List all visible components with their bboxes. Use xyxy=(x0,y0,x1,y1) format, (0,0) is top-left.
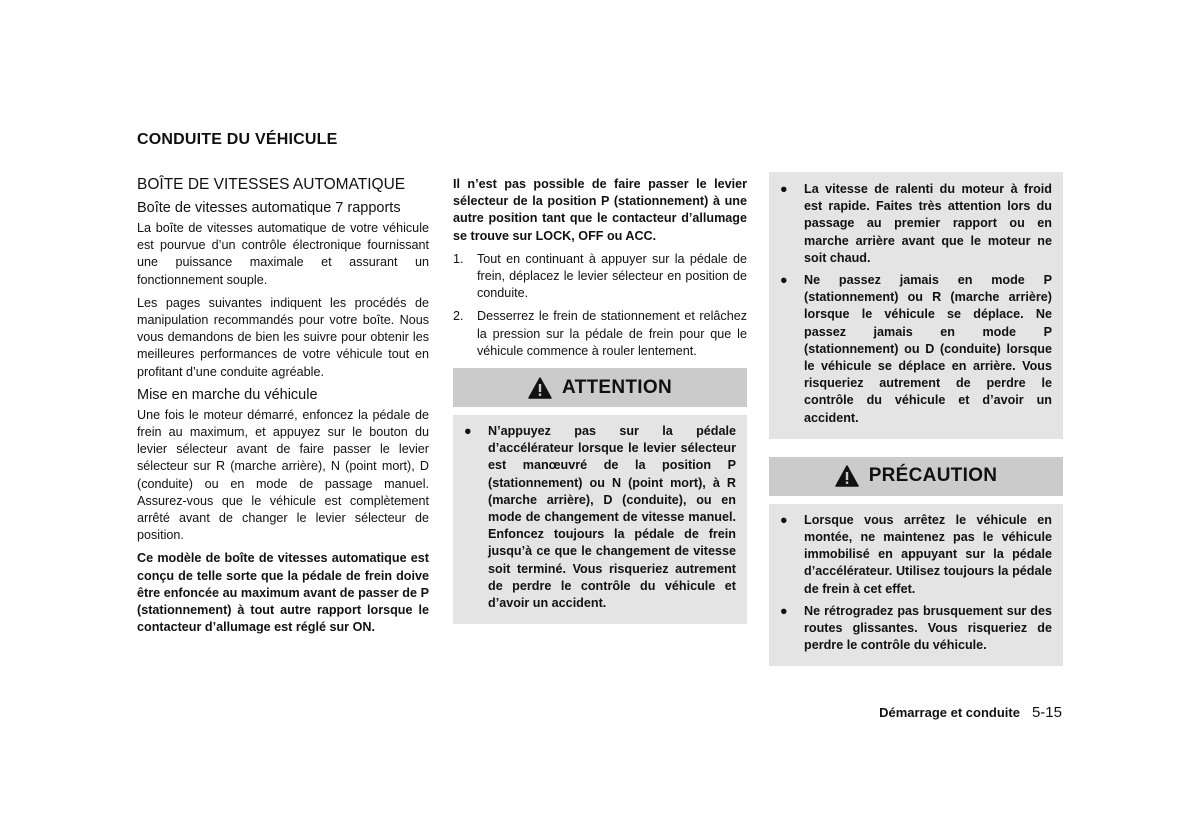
list-item xyxy=(780,603,1052,655)
list-item xyxy=(453,308,747,360)
paragraph: Les pages suivantes indiquent les procédés de manipulation recommandés pour votre boîte. Nous vous demandons de bien les suivre pour obtenir les meilleures performances de votre véhicule tout en profitant d’une conduite agréable. xyxy=(137,295,429,379)
bullet-text: La vitesse de ralenti du moteur à froid est rapide. Faites très attention lors du passage au premier rapport ou en marche arrière avant que le moteur ne soit chaud. xyxy=(804,182,1052,265)
step-text: Desserrez le frein de stationnement et relâchez la pression sur la pédale de frein pour que le véhicule commence à rouler lentement. xyxy=(477,309,747,358)
column-1 xyxy=(137,176,429,642)
column-3 xyxy=(769,172,1063,666)
bullet: ● xyxy=(780,512,788,527)
bullet: ● xyxy=(464,424,472,439)
subheading-starting-vehicle: Mise en marche du véhicule xyxy=(137,386,318,403)
list-item xyxy=(780,272,1052,427)
heading-automatic-transmission: BOÎTE DE VITESSES AUTOMATIQUE xyxy=(137,176,406,193)
attention-continued-body xyxy=(769,172,1063,439)
paragraph-bold: Il n’est pas possible de faire passer le levier sélecteur de la position P (stationnement) à une autre position tant que le contacteur d’allumage se trouve sur LOCK, OFF ou ACC. xyxy=(453,177,747,243)
bullet: ● xyxy=(780,182,788,196)
step-text: Tout en continuant à appuyer sur la pédale de frein, déplacez le levier sélecteur en position de conduite. xyxy=(477,251,747,301)
bullet: ● xyxy=(780,273,788,288)
paragraph-bold: Ce modèle de boîte de vitesses automatique est conçu de telle sorte que la pédale de frein doive être enfoncée au maximum avant de passer de P (stationnement) à tout autre rapport lorsque le contacteur d’allumage est réglé sur ON. xyxy=(137,551,429,635)
warning-triangle-icon xyxy=(528,377,552,399)
page-footer xyxy=(879,704,1062,721)
bullet-text: N’appuyez pas sur la pédale d’accélérateur lorsque le levier sélecteur est manœuvré de la position P (stationnement) ou N (point mort), à R (marche arrière), D (conduite), ou en mode de changement de vitesse manuel. Enfoncez toujours la pédale de frein jusqu’à ce que le changement de vitesse soit terminé. Vous risqueriez autrement de perdre le contrôle du véhicule et d’avoir un accident. xyxy=(488,424,736,611)
step-number: 2. xyxy=(453,309,464,324)
footer-label: Démarrage et conduite xyxy=(879,705,1020,720)
bullet: ● xyxy=(780,603,788,618)
paragraph: La boîte de vitesses automatique de votre véhicule est pourvue d’un contrôle électronique fournissant une puissance maximale et assurant un fonctionnement souple. xyxy=(137,221,429,287)
precaution-title: PRÉCAUTION xyxy=(868,465,998,487)
list-item xyxy=(464,423,736,612)
warning-triangle-icon xyxy=(835,465,859,487)
steps-list xyxy=(453,251,747,360)
bullet-text: Ne passez jamais en mode P (stationnement) ou R (marche arrière) lorsque le véhicule se déplace. Ne passez jamais en mode P (stationnement) ou D (conduite) lorsque le véhicule se déplace en arrière. Vous risqueriez autrement de perdre le contrôle du véhicule et d’avoir un accident. xyxy=(804,273,1052,425)
step-number: 1. xyxy=(453,251,464,266)
column-2 xyxy=(453,176,747,624)
list-item xyxy=(780,512,1052,598)
attention-title: ATTENTION xyxy=(561,376,672,398)
paragraph: Une fois le moteur démarré, enfoncez la pédale de frein au maximum, et appuyez sur le bouton du levier sélecteur avant de faire passer le levier sélecteur sur R (marche arrière), N (point mort), D (conduite) ou en mode de passage manuel. Assurez-vous que le véhicule est complètement arrêté avant de changer le levier sélecteur de position. xyxy=(137,407,429,543)
bullet-text: Lorsque vous arrêtez le véhicule en montée, ne maintenez pas le véhicule immobilisé en appuyant sur la pédale d’accélérateur. Utilisez toujours la pédale de frein à cet effet. xyxy=(804,512,1052,596)
precaution-body xyxy=(769,504,1063,667)
subheading-7-speed: Boîte de vitesses automatique 7 rapports xyxy=(137,200,401,216)
attention-header xyxy=(453,368,747,407)
page-number: 5-15 xyxy=(1031,704,1062,721)
section-title: CONDUITE DU VÉHICULE xyxy=(137,131,338,148)
list-item xyxy=(780,181,1052,267)
bullet-text: Ne rétrogradez pas brusquement sur des routes glissantes. Vous risqueriez de perdre le contrôle du véhicule. xyxy=(804,603,1052,653)
list-item xyxy=(453,251,747,303)
attention-body xyxy=(453,415,747,624)
precaution-header xyxy=(769,457,1063,496)
